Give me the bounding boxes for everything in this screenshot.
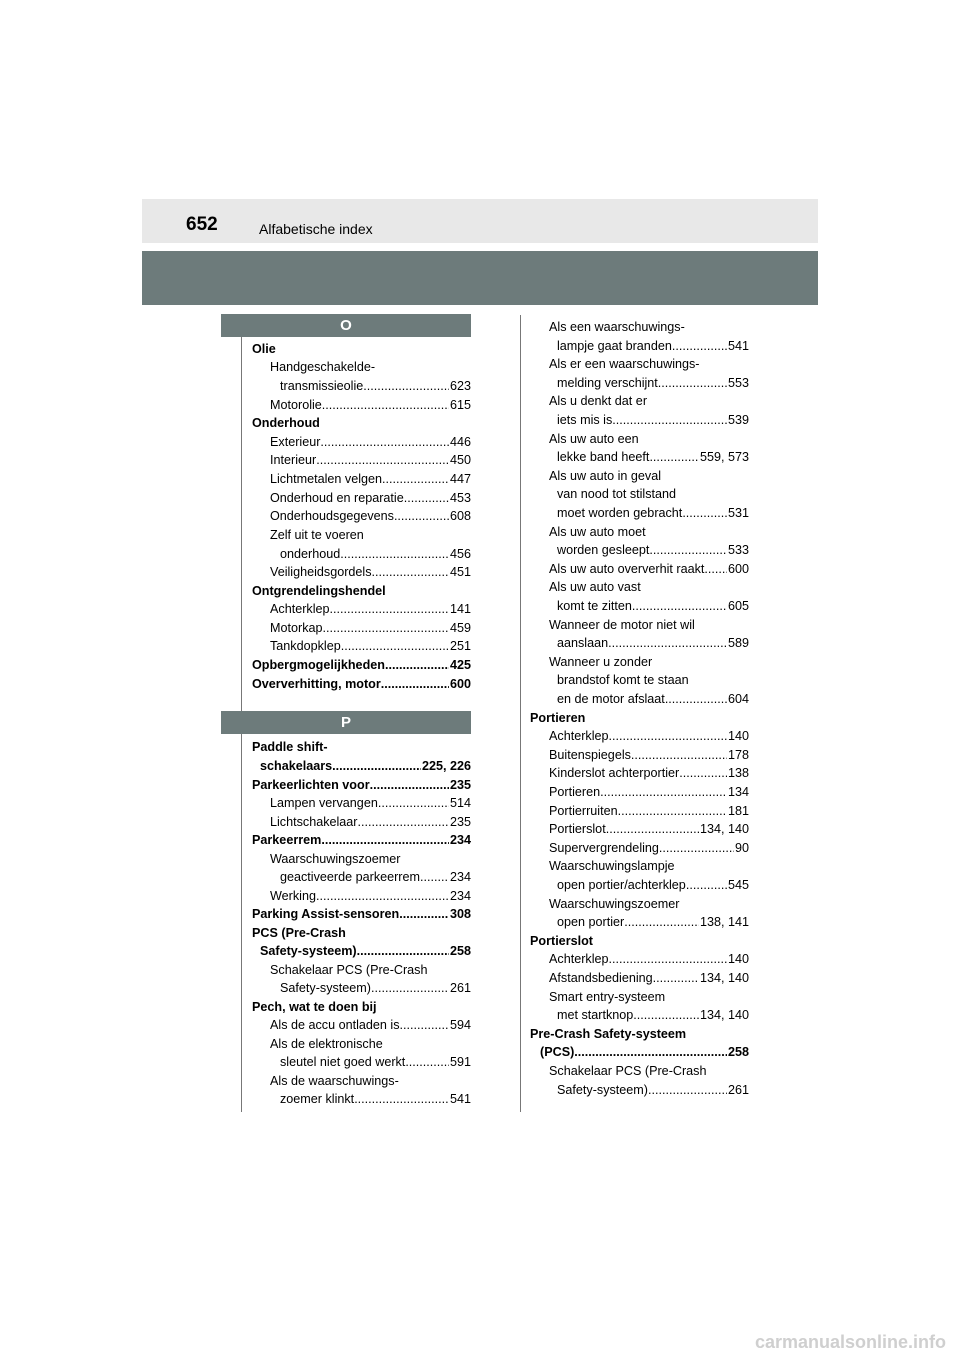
index-entry <box>549 746 749 764</box>
entry-text: Achterklep <box>549 952 609 966</box>
index-entry <box>549 969 749 987</box>
entry-text: Opbergmogelijkheden <box>252 658 385 672</box>
entry-text: moet worden gebracht <box>557 506 683 520</box>
entry-page-number: 545 <box>727 878 749 892</box>
index-heading <box>530 932 749 950</box>
entry-text: Portieren <box>549 785 601 799</box>
dot-leader <box>618 802 727 820</box>
entry-text: Ontgrendelingshendel <box>252 584 386 598</box>
dot-leader <box>405 1053 449 1071</box>
entry-page-number: 589 <box>727 636 749 650</box>
entry-page-number: 134 <box>727 785 749 799</box>
dot-leader <box>399 905 449 923</box>
entry-page-number: 539 <box>727 413 749 427</box>
entry-text: lekke band heeft <box>557 450 650 464</box>
entry-text: Schakelaar PCS (Pre-Crash <box>270 963 428 977</box>
dot-leader <box>609 727 727 745</box>
entry-text: Als de waarschuwings- <box>270 1074 399 1088</box>
dot-leader <box>659 839 734 857</box>
index-entry <box>557 485 749 503</box>
dot-leader <box>574 1043 727 1061</box>
entry-text: Waarschuwingszoemer <box>549 897 680 911</box>
index-entry <box>280 1090 471 1108</box>
entry-page-number: 514 <box>449 796 471 810</box>
entry-text: Safety-systeem) <box>260 944 357 958</box>
dot-leader <box>354 1090 449 1108</box>
index-heading <box>252 414 471 432</box>
index-entry <box>270 563 471 581</box>
index-entry <box>549 802 749 820</box>
entry-page-number: 531 <box>727 506 749 520</box>
entry-text: Wanneer de motor niet wil <box>549 618 695 632</box>
entry-text: Als uw auto moet <box>549 525 646 539</box>
entry-page-number: 134, 140 <box>699 822 749 836</box>
dot-leader <box>371 979 449 997</box>
dot-leader <box>322 396 449 414</box>
entry-text: Achterklep <box>270 602 330 616</box>
entry-page-number: 235 <box>449 778 471 792</box>
entry-text: Afstandsbediening <box>549 971 653 985</box>
dot-leader <box>633 1006 699 1024</box>
index-heading <box>530 709 749 727</box>
entry-text: transmissieolie <box>280 379 364 393</box>
index-heading <box>540 1043 749 1061</box>
entry-page-number: 591 <box>449 1055 471 1069</box>
entry-page-number: 134, 140 <box>699 1008 749 1022</box>
page-number: 652 <box>186 214 218 235</box>
section-header-p: P <box>221 711 471 734</box>
entry-text: Pre-Crash Safety-systeem <box>530 1027 687 1041</box>
entry-text: Buitenspiegels <box>549 748 631 762</box>
entry-text: Parkeerrem <box>252 833 322 847</box>
entry-text: schakelaars <box>260 759 333 773</box>
index-entry <box>270 961 471 979</box>
dot-leader <box>341 637 449 655</box>
entry-text: Onderhoud <box>252 416 320 430</box>
index-heading <box>260 757 471 775</box>
entry-page-number: 138, 141 <box>699 915 749 929</box>
index-entry <box>549 839 749 857</box>
entry-text: Pech, wat te doen bij <box>252 1000 377 1014</box>
entry-text: Als er een waarschuwings- <box>549 357 700 371</box>
entry-page-number: 138 <box>727 766 749 780</box>
dot-leader <box>682 504 727 522</box>
entry-page-number: 533 <box>727 543 749 557</box>
entry-text: Veiligheidsgordels <box>270 565 372 579</box>
index-heading <box>252 738 471 756</box>
entry-page-number: 459 <box>449 621 471 635</box>
index-heading <box>252 656 471 674</box>
entry-text: Lampen vervangen <box>270 796 378 810</box>
index-entry <box>549 467 749 485</box>
index-entry <box>270 600 471 618</box>
entry-page-number: 541 <box>449 1092 471 1106</box>
entry-text: Lichtschakelaar <box>270 815 358 829</box>
index-entry <box>549 653 749 671</box>
index-entry <box>270 433 471 451</box>
index-entry <box>270 526 471 544</box>
entry-page-number: 541 <box>727 339 749 353</box>
entry-text: Waarschuwingslampje <box>549 859 675 873</box>
entry-text: open portier/achterklep <box>557 878 686 892</box>
entry-text: melding verschijnt <box>557 376 658 390</box>
entry-text: sleutel niet goed werkt <box>280 1055 406 1069</box>
entry-page-number: 234 <box>449 889 471 903</box>
entry-page-number: 604 <box>727 692 749 706</box>
entry-text: Tankdopklep <box>270 639 341 653</box>
dot-leader <box>372 563 449 581</box>
entry-text: Paddle shift- <box>252 740 328 754</box>
entry-page-number: 553 <box>727 376 749 390</box>
entry-text: Safety-systeem) <box>557 1083 648 1097</box>
index-entry <box>557 690 749 708</box>
entry-page-number: 258 <box>449 944 471 958</box>
index-entry <box>270 813 471 831</box>
dot-leader <box>378 794 449 812</box>
entry-text: Exterieur <box>270 435 321 449</box>
entry-text: Als uw auto vast <box>549 580 641 594</box>
dot-leader <box>704 560 727 578</box>
entry-text: Waarschuwingszoemer <box>270 852 401 866</box>
entry-text: open portier <box>557 915 625 929</box>
index-entry <box>549 783 749 801</box>
entry-page-number: 615 <box>449 398 471 412</box>
entry-text: Portierslot <box>530 934 593 948</box>
index-entry <box>557 337 749 355</box>
index-entry <box>549 355 749 373</box>
index-heading <box>252 831 471 849</box>
dot-leader <box>624 913 699 931</box>
dot-leader <box>320 433 449 451</box>
entry-page-number: 251 <box>449 639 471 653</box>
header-strip <box>142 199 818 243</box>
dot-leader <box>632 597 727 615</box>
index-entry <box>270 887 471 905</box>
index-entry <box>549 988 749 1006</box>
entry-text: Portieren <box>530 711 586 725</box>
dot-leader <box>649 448 699 466</box>
index-entry <box>270 358 471 376</box>
entry-page-number: 258 <box>727 1045 749 1059</box>
dot-leader <box>600 783 727 801</box>
entry-text: Als een waarschuwings- <box>549 320 685 334</box>
entry-text: Als uw auto een <box>549 432 639 446</box>
page-title: Alfabetische index <box>259 221 373 237</box>
entry-text: (PCS) <box>540 1045 575 1059</box>
index-entry <box>280 545 471 563</box>
index-entry <box>270 507 471 525</box>
dot-leader <box>330 600 449 618</box>
dot-leader <box>370 776 449 794</box>
entry-text: PCS (Pre-Crash <box>252 926 346 940</box>
entry-text: iets mis is <box>557 413 613 427</box>
dot-leader <box>612 411 727 429</box>
index-entry <box>557 504 749 522</box>
index-entry <box>549 318 749 336</box>
index-heading <box>530 1025 749 1043</box>
index-entry <box>557 448 749 466</box>
entry-page-number: 308 <box>449 907 471 921</box>
entry-text: komt te zitten <box>557 599 632 613</box>
index-entry <box>270 794 471 812</box>
dot-leader <box>381 675 449 693</box>
index-entry <box>270 489 471 507</box>
index-heading <box>252 582 471 600</box>
index-entry <box>280 868 471 886</box>
entry-page-number: 140 <box>727 729 749 743</box>
entry-text: Olie <box>252 342 276 356</box>
entry-text: Onderhoud en reparatie <box>270 491 404 505</box>
entry-page-number: 234 <box>449 833 471 847</box>
entry-page-number: 134, 140 <box>699 971 749 985</box>
dot-leader <box>363 377 449 395</box>
entry-page-number: 234 <box>449 870 471 884</box>
index-entry <box>270 850 471 868</box>
dot-leader <box>665 690 727 708</box>
dot-leader <box>340 545 449 563</box>
entry-text: Motorolie <box>270 398 322 412</box>
index-entry <box>270 396 471 414</box>
dot-leader <box>686 876 727 894</box>
dot-leader <box>608 634 727 652</box>
entry-text: lampje gaat branden <box>557 339 672 353</box>
index-entry <box>557 1081 749 1099</box>
dot-leader <box>382 470 449 488</box>
index-entry <box>280 1053 471 1071</box>
dot-leader <box>385 656 449 674</box>
entry-text: Interieur <box>270 453 317 467</box>
index-entry <box>549 560 749 578</box>
dot-leader <box>672 337 727 355</box>
footer-watermark: carmanualsonline.info <box>754 1332 946 1352</box>
dot-leader <box>679 764 727 782</box>
entry-text: Als u denkt dat er <box>549 394 648 408</box>
entry-page-number: 140 <box>727 952 749 966</box>
entry-page-number: 446 <box>449 435 471 449</box>
entry-text: Achterklep <box>549 729 609 743</box>
dot-leader <box>649 541 727 559</box>
entry-text: Safety-systeem) <box>280 981 371 995</box>
entry-page-number: 600 <box>727 562 749 576</box>
entry-text: onderhoud <box>280 547 341 561</box>
index-entry <box>549 950 749 968</box>
index-heading <box>252 905 471 923</box>
entry-text: worden gesleept <box>557 543 650 557</box>
entry-page-number: 450 <box>449 453 471 467</box>
index-entry <box>270 637 471 655</box>
dot-leader <box>394 507 449 525</box>
entry-page-number: 141 <box>449 602 471 616</box>
dot-leader <box>323 619 449 637</box>
entry-page-number: 225, 226 <box>421 759 471 773</box>
entry-text: Parking Assist-sensoren <box>252 907 400 921</box>
index-entry <box>557 913 749 931</box>
index-heading <box>252 675 471 693</box>
entry-text: Onderhoudsgegevens <box>270 509 394 523</box>
header-band <box>142 251 818 305</box>
index-entry <box>549 523 749 541</box>
entry-text: Kinderslot achterportier <box>549 766 680 780</box>
entry-text: Zelf uit te voeren <box>270 528 364 542</box>
entry-text: Handgeschakelde- <box>270 360 376 374</box>
index-entry <box>557 634 749 652</box>
entry-page-number: 90 <box>734 841 749 855</box>
entry-page-number: 453 <box>449 491 471 505</box>
entry-page-number: 447 <box>449 472 471 486</box>
entry-page-number: 623 <box>449 379 471 393</box>
entry-text: Wanneer u zonder <box>549 655 653 669</box>
index-entry <box>549 578 749 596</box>
entry-text: Parkeerlichten voor <box>252 778 370 792</box>
dot-leader <box>316 451 449 469</box>
dot-leader <box>332 757 421 775</box>
index-entry <box>557 1006 749 1024</box>
index-entry <box>280 377 471 395</box>
index-entry <box>549 895 749 913</box>
index-heading <box>252 998 471 1016</box>
entry-text: geactiveerde parkeerrem <box>280 870 421 884</box>
entry-page-number: 456 <box>449 547 471 561</box>
entry-page-number: 235 <box>449 815 471 829</box>
index-entry <box>270 470 471 488</box>
dot-leader <box>321 831 449 849</box>
entry-text: Lichtmetalen velgen <box>270 472 383 486</box>
entry-text: Werking <box>270 889 316 903</box>
entry-text: en de motor afslaat <box>557 692 665 706</box>
entry-page-number: 181 <box>727 804 749 818</box>
entry-page-number: 608 <box>449 509 471 523</box>
dot-leader <box>658 374 727 392</box>
index-entry <box>270 1072 471 1090</box>
index-entry <box>549 764 749 782</box>
index-entry <box>557 541 749 559</box>
index-entry <box>549 1062 749 1080</box>
index-entry <box>549 857 749 875</box>
entry-text: met startknop <box>557 1008 634 1022</box>
entry-page-number: 261 <box>727 1083 749 1097</box>
entry-page-number: 451 <box>449 565 471 579</box>
entry-text: Smart entry-systeem <box>549 990 666 1004</box>
entry-text: aanslaan <box>557 636 609 650</box>
entry-text: Motorkap <box>270 621 323 635</box>
index-heading <box>252 340 471 358</box>
index-entry <box>549 430 749 448</box>
entry-text: Supervergrendeling <box>549 841 659 855</box>
index-entry <box>557 411 749 429</box>
index-entry <box>557 597 749 615</box>
index-entry <box>270 619 471 637</box>
entry-text: Als uw auto oververhit raakt <box>549 562 705 576</box>
entry-page-number: 425 <box>449 658 471 672</box>
dot-leader <box>404 489 449 507</box>
entry-text: Als de elektronische <box>270 1037 383 1051</box>
entry-text: brandstof komt te staan <box>557 673 689 687</box>
entry-page-number: 594 <box>449 1018 471 1032</box>
entry-page-number: 559, 573 <box>699 450 749 464</box>
index-entry <box>557 876 749 894</box>
dot-leader <box>631 746 727 764</box>
index-heading <box>260 942 471 960</box>
dot-leader <box>316 887 449 905</box>
index-entry <box>549 820 749 838</box>
index-entry <box>280 979 471 997</box>
entry-page-number: 605 <box>727 599 749 613</box>
entry-text: van nood tot stilstand <box>557 487 677 501</box>
entry-text: Als de accu ontladen is <box>270 1018 400 1032</box>
dot-leader <box>653 969 699 987</box>
index-entry <box>270 451 471 469</box>
dot-leader <box>606 820 699 838</box>
entry-page-number: 261 <box>449 981 471 995</box>
dot-leader <box>357 942 449 960</box>
entry-page-number: 178 <box>727 748 749 762</box>
entry-text: Portierslot <box>549 822 606 836</box>
index-entry <box>270 1035 471 1053</box>
dot-leader <box>358 813 449 831</box>
index-heading <box>252 924 471 942</box>
entry-text: Schakelaar PCS (Pre-Crash <box>549 1064 707 1078</box>
index-entry <box>557 671 749 689</box>
section-header-o: O <box>221 314 471 337</box>
dot-leader <box>420 868 449 886</box>
right-column-rule <box>520 315 521 1112</box>
entry-text: zoemer klinkt <box>280 1092 355 1106</box>
dot-leader <box>400 1016 449 1034</box>
index-entry <box>557 374 749 392</box>
index-entry <box>270 1016 471 1034</box>
dot-leader <box>648 1081 727 1099</box>
index-entry <box>549 616 749 634</box>
index-entry <box>549 727 749 745</box>
index-entry <box>549 392 749 410</box>
dot-leader <box>609 950 727 968</box>
entry-text: Oververhitting, motor <box>252 677 381 691</box>
entry-text: Portierruiten <box>549 804 618 818</box>
entry-page-number: 600 <box>449 677 471 691</box>
index-heading <box>252 776 471 794</box>
entry-text: Als uw auto in geval <box>549 469 662 483</box>
